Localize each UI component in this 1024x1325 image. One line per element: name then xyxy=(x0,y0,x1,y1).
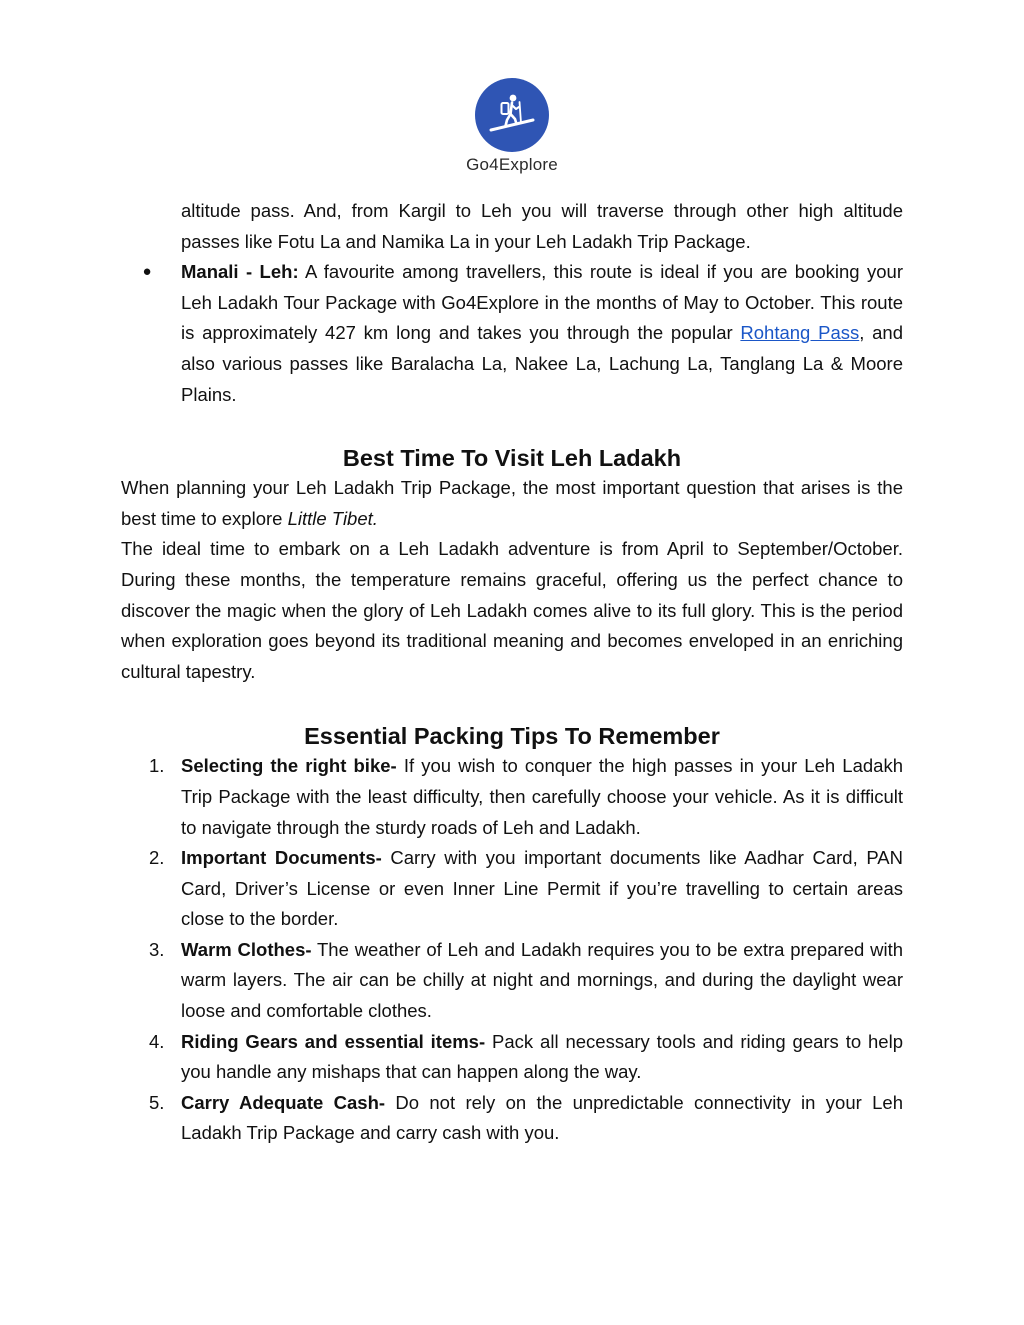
item-text: Carry with you important documents like Aadhar Card, PAN Card, Driver’s License or even Inner Line Permit if you’re travelling to certain areas close to the border. xyxy=(181,847,903,930)
list-item xyxy=(121,1027,903,1088)
route-text: A favourite among travellers, this route is ideal if you are booking your Leh Ladakh Tour Package with Go4Explore in the months of May to October. This route is approximately 427 km long and takes you through the popular xyxy=(181,261,903,344)
packing-list xyxy=(121,751,903,1149)
best-time-heading: Best Time To Visit Leh Ladakh xyxy=(342,445,682,472)
item-title: Selecting the right bike- xyxy=(181,755,397,777)
list-item xyxy=(121,1088,903,1149)
bullet-marker: ● xyxy=(142,263,152,281)
best-time-text: When planning your Leh Ladakh Trip Package, the most important question that arises is the best time to explore xyxy=(121,477,903,529)
item-title: Important Documents- xyxy=(181,847,382,869)
route-continuation: altitude pass. And, from Kargil to Leh you will traverse through other high altitude passes like Fotu La and Namika La in your Leh Ladakh Trip Package. xyxy=(181,200,903,252)
brand-name: Go4Explore xyxy=(466,155,558,174)
document-body xyxy=(121,196,903,1149)
route-title: Manali - Leh: xyxy=(181,261,299,283)
item-text: Pack all necessary tools and riding gears to help you handle any mishaps that can happen along the way. xyxy=(181,1030,903,1083)
item-text: If you wish to conquer the high passes in your Leh Ladakh Trip Package with the least difficulty, then carefully choose your vehicle. As it is difficult to navigate through the sturdy roads of Leh and Ladakh. xyxy=(181,755,903,838)
little-tibet-text: Little Tibet. xyxy=(287,507,378,529)
list-item xyxy=(121,843,903,935)
list-item xyxy=(121,257,903,410)
best-time-paragraph-2: The ideal time to embark on a Leh Ladakh adventure is from April to September/October. During these months, the temperature remains graceful, offering us the perfect chance to discover the magic when the glory of Leh Ladakh comes alive to its full glory. This is the period when exploration goes beyond its traditional meaning and becomes enveloped in an enriching cultural tapestry. xyxy=(121,538,903,682)
item-number: 4. xyxy=(149,1030,165,1052)
best-time-paragraph-1 xyxy=(121,473,903,534)
packing-heading: Essential Packing Tips To Remember xyxy=(304,723,720,750)
brand-logo xyxy=(0,78,1024,175)
hiker-icon xyxy=(475,78,549,152)
rohtang-pass-link[interactable]: Rohtang Pass xyxy=(740,322,860,344)
item-number: 5. xyxy=(149,1091,165,1113)
item-text: Do not rely on the unpredictable connectivity in your Leh Ladakh Trip Package and carry cash with you. xyxy=(181,1091,903,1144)
list-item xyxy=(121,935,903,1027)
list-item xyxy=(121,751,903,843)
item-title: Warm Clothes- xyxy=(181,938,312,960)
item-text: The weather of Leh and Ladakh requires you to be extra prepared with warm layers. The air can be chilly at night and mornings, and during the daylight wear loose and comfortable clothes. xyxy=(181,938,903,1022)
route-text-end: , and also various passes like Baralacha La, Nakee La, Lachung La, Tanglang La & Moore Plains. xyxy=(181,322,903,405)
item-number: 3. xyxy=(149,938,165,960)
item-title: Carry Adequate Cash- xyxy=(181,1091,386,1113)
item-number: 2. xyxy=(149,847,165,869)
item-number: 1. xyxy=(149,755,165,777)
route-list xyxy=(121,257,903,410)
item-title: Riding Gears and essential items- xyxy=(181,1030,486,1052)
